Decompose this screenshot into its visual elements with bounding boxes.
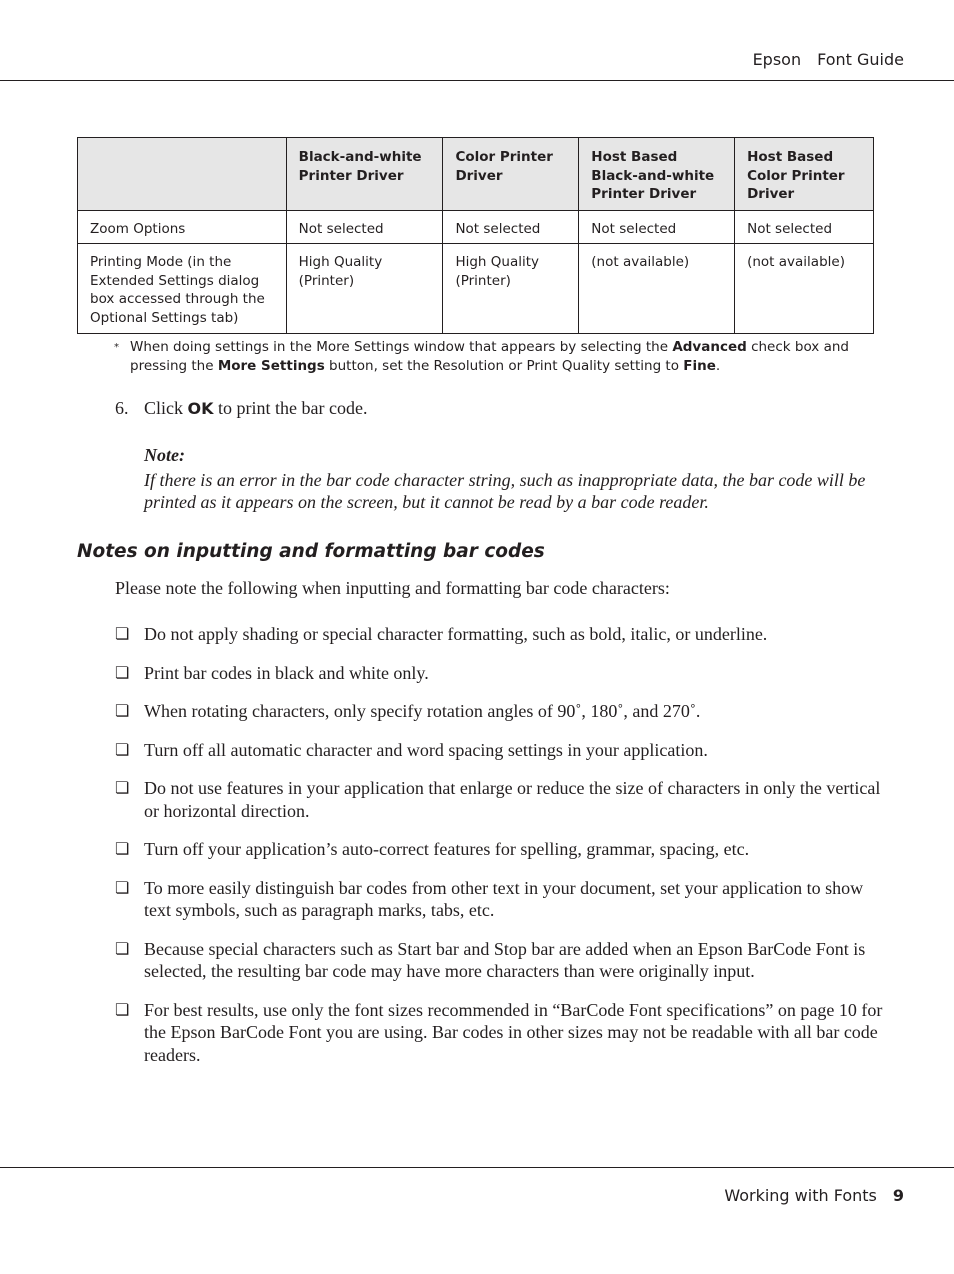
list-item-text: When rotating characters, only specify rotation angles of 90˚, 180˚, and 270˚. bbox=[144, 701, 701, 721]
list-item-text: To more easily distinguish bar codes from other text in your document, set your application to show text symbols, such as paragraph marks, tabs, etc. bbox=[144, 877, 864, 920]
list-item bbox=[115, 739, 885, 762]
footnote-text bbox=[130, 338, 884, 376]
checkbox-bullet-icon: ❏ bbox=[115, 662, 130, 682]
note-title: Note: bbox=[144, 445, 185, 465]
header-title: Font Guide bbox=[817, 50, 904, 69]
footnote-text-part: When doing settings in the More Settings window that appears by selecting the bbox=[130, 339, 673, 355]
table-cell: (not available) bbox=[735, 244, 874, 334]
list-item-text: Because special characters such as Start bar and Stop bar are added when an Epson BarCode Font is selected, the resulting bar code may have more characters than were originally input. bbox=[144, 938, 866, 981]
intro-paragraph: Please note the following when inputting and formatting bar code characters: bbox=[115, 578, 670, 598]
table-header-cell bbox=[78, 138, 287, 211]
footer-section: Working with Fonts bbox=[724, 1186, 877, 1205]
list-item bbox=[115, 877, 885, 922]
table-header-cell: Black-and-white Printer Driver bbox=[286, 138, 443, 211]
table-cell: Not selected bbox=[443, 210, 579, 244]
ok-button-label: OK bbox=[187, 399, 214, 418]
note-text: If there is an error in the bar code character string, such as inappropriate data, the bar code will be printed as it appears on the screen, but it cannot be read by a bar code reader. bbox=[144, 469, 866, 512]
note-box bbox=[144, 444, 884, 514]
bullet-list bbox=[115, 623, 885, 1082]
checkbox-bullet-icon: ❏ bbox=[115, 778, 130, 797]
footnote-more-settings-term: More Settings bbox=[217, 358, 325, 374]
page-footer bbox=[724, 1186, 904, 1205]
footnote-text-part: button, set the Resolution or Print Quality setting to bbox=[324, 358, 684, 374]
table-cell: Not selected bbox=[579, 210, 735, 244]
table-footnote bbox=[114, 338, 884, 376]
settings-table bbox=[77, 137, 874, 334]
list-item-text: Turn off your application’s auto-correct features for spelling, grammar, spacing, etc. bbox=[144, 839, 750, 859]
list-item bbox=[115, 838, 885, 861]
table-row bbox=[78, 210, 874, 244]
list-item-text: Print bar codes in black and white only. bbox=[144, 662, 429, 683]
section-title: Notes on inputting and formatting bar codes bbox=[77, 541, 545, 562]
list-item bbox=[115, 938, 885, 983]
table-cell: Zoom Options bbox=[78, 210, 287, 244]
checkbox-bullet-icon: ❏ bbox=[115, 938, 130, 958]
step-number: 6. bbox=[115, 398, 129, 418]
step-text: to print the bar code. bbox=[213, 398, 368, 418]
checkbox-bullet-icon: ❏ bbox=[115, 877, 130, 897]
footer-divider bbox=[0, 1167, 954, 1168]
table-header-row bbox=[78, 138, 874, 211]
table-cell: High Quality (Printer) bbox=[286, 244, 443, 334]
page-header bbox=[753, 50, 904, 69]
list-item bbox=[115, 999, 885, 1067]
list-item-text: Turn off all automatic character and word spacing settings in your application. bbox=[144, 739, 708, 760]
table-header-cell: Color Printer Driver bbox=[443, 138, 579, 211]
table-cell: Not selected bbox=[735, 210, 874, 244]
checkbox-bullet-icon: ❏ bbox=[115, 999, 130, 1019]
table-cell: High Quality (Printer) bbox=[443, 244, 579, 334]
list-item bbox=[115, 662, 885, 685]
table-header-cell: Host Based Black-and-white Printer Driver bbox=[579, 138, 735, 211]
list-item-text: For best results, use only the font sizes recommended in “BarCode Font specifications” on page 10 for the Epson BarCode Font you are using. Bar codes in other sizes may not be readable with all bar code readers. bbox=[144, 999, 883, 1065]
table-cell: Printing Mode (in the Extended Settings dialog box accessed through the Optional Settings tab) bbox=[78, 244, 287, 334]
footnote-fine-term: Fine bbox=[683, 358, 716, 374]
header-divider bbox=[0, 80, 954, 81]
list-item bbox=[115, 623, 885, 646]
checkbox-bullet-icon: ❏ bbox=[115, 739, 130, 759]
footnote-mark: * bbox=[114, 342, 119, 353]
table-row bbox=[78, 244, 874, 334]
footnote-text-part: . bbox=[715, 358, 721, 374]
footnote-text-part: check box and pressing the bbox=[130, 339, 849, 374]
header-brand: Epson bbox=[752, 50, 802, 69]
step-6 bbox=[115, 398, 367, 419]
step-text: Click bbox=[144, 398, 188, 418]
list-item-text: Do not use features in your application that enlarge or reduce the size of characters in only the vertical or horizontal direction. bbox=[144, 778, 881, 821]
list-item bbox=[115, 700, 885, 723]
list-item bbox=[115, 777, 885, 822]
table-header-cell: Host Based Color Printer Driver bbox=[735, 138, 874, 211]
table-cell: (not available) bbox=[579, 244, 735, 334]
page-number: 9 bbox=[892, 1186, 904, 1205]
checkbox-bullet-icon: ❏ bbox=[115, 839, 130, 858]
checkbox-bullet-icon: ❏ bbox=[115, 624, 130, 643]
footnote-advanced-term: Advanced bbox=[672, 339, 747, 355]
list-item-text: Do not apply shading or special character formatting, such as bold, italic, or underline. bbox=[144, 624, 768, 644]
checkbox-bullet-icon: ❏ bbox=[115, 701, 130, 720]
table-cell: Not selected bbox=[286, 210, 443, 244]
